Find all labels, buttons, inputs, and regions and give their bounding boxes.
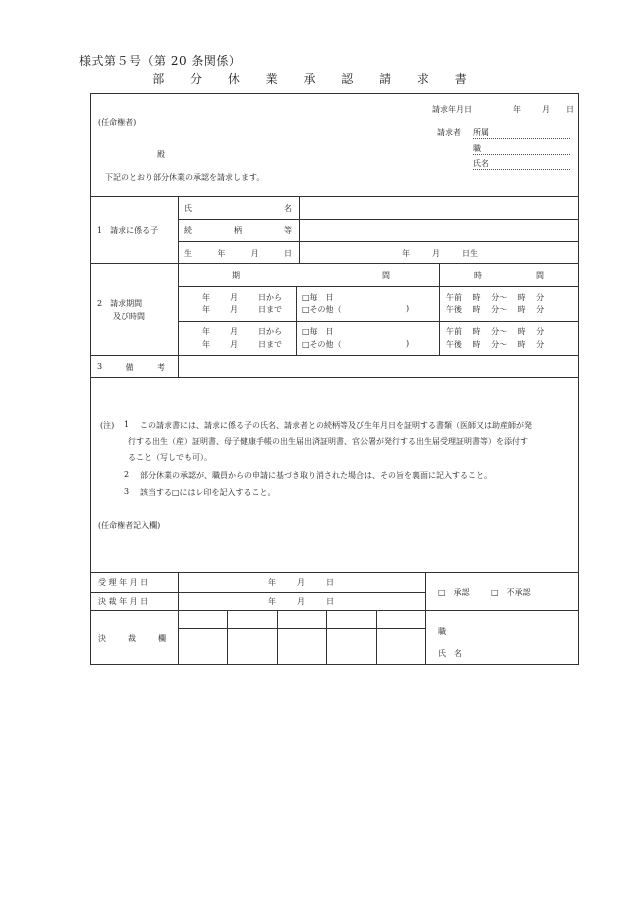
remarks-label: 3 備 考	[97, 362, 165, 372]
row1-other-checkbox[interactable]: □その他（	[302, 305, 342, 314]
col-settle-3	[326, 610, 327, 665]
form-title: 部 分 休 業 承 認 請 求 書	[152, 72, 478, 86]
rule-remarks-end	[90, 377, 579, 378]
rule-notes-end	[90, 572, 579, 573]
rule-settle-split	[178, 628, 425, 629]
rule-child-relation	[178, 241, 579, 242]
honorific: 殿	[157, 150, 165, 159]
rule-child-end	[90, 263, 579, 264]
child-relation-field[interactable]	[300, 220, 578, 240]
row2-to[interactable]: 年 月 日まで	[202, 340, 282, 349]
dept-label: 所属	[473, 128, 489, 137]
note2-number: 2	[124, 470, 130, 479]
rule-period-end	[90, 355, 579, 356]
col-time	[439, 263, 440, 355]
name-label: 氏名	[473, 159, 489, 168]
reject-checkbox[interactable]: □ 不承認	[491, 588, 531, 597]
request-date-year: 年	[513, 105, 521, 114]
received-date-value[interactable]: 年 月 日	[268, 578, 334, 587]
period-section-label: 2 請求期間	[97, 299, 143, 308]
form-number: 様式第５号（第 20 条関係）	[79, 54, 242, 68]
col-settle-1	[227, 610, 228, 665]
settlement-label: 決 裁 欄	[98, 634, 166, 643]
authority-column-label: (任命権者記入欄)	[98, 521, 161, 530]
note1-number: 1	[124, 420, 130, 429]
intro-text: 下記のとおり部分休業の承認を請求します。	[105, 173, 265, 182]
appointing-authority: (任命権者)	[98, 118, 137, 127]
row1-from[interactable]: 年 月 日から	[202, 293, 282, 302]
period-header: 期 間	[232, 271, 390, 280]
col-approval-result	[425, 572, 426, 665]
child-name-field[interactable]	[300, 197, 578, 218]
child-birth-value[interactable]: 年 月 日生	[402, 249, 478, 258]
row1-am-time[interactable]: 午前 時 分〜 時 分	[446, 293, 545, 302]
note1-line3: ること（写しでも可）。	[128, 453, 212, 462]
col-period-type	[296, 286, 297, 355]
approver-name-label: 氏 名	[438, 649, 462, 658]
name-field[interactable]	[473, 158, 570, 170]
row2-daily-checkbox[interactable]: □毎 日	[302, 327, 334, 336]
row1-other-close: )	[406, 304, 410, 313]
row2-pm-time[interactable]: 午後 時 分〜 時 分	[446, 340, 545, 349]
approver-position-label: 職	[438, 627, 446, 636]
note3-number: 3	[124, 487, 130, 496]
rule-period-row1	[178, 321, 579, 322]
child-section-label: 1 請求に係る子	[97, 226, 159, 235]
row1-to[interactable]: 年 月 日まで	[202, 305, 282, 314]
requester-label: 請求者	[437, 128, 461, 137]
child-birth-label: 生 年 月 日	[184, 249, 292, 258]
time-header: 時 間	[474, 271, 544, 280]
period-section-label-2: 及び時間	[113, 312, 145, 321]
note1-line2: 行する出生（産）証明書、母子健康手帳の出生届出済証明書、官公署が発行する出生届受理証明書等）を添付す	[128, 437, 528, 446]
note3-text: 該当する□にはレ印を記入すること。	[140, 488, 276, 497]
decided-date-label: 決 裁 年 月 日	[98, 597, 149, 606]
remarks-field[interactable]	[180, 357, 578, 376]
col-section-labels	[178, 196, 179, 377]
request-date-label: 請求年月日	[432, 105, 472, 114]
row2-other-close: )	[406, 339, 410, 348]
request-date-month: 月	[542, 105, 550, 114]
notes-prefix: (注)	[100, 421, 115, 430]
note1-line1: この請求書には、請求に係る子の氏名、請求者との続柄等及び生年月日を証明する書類（医師又は助産師が発	[140, 421, 532, 430]
position-label: 職	[473, 144, 481, 153]
col-settle-4	[376, 610, 377, 665]
dept-field[interactable]	[473, 127, 570, 139]
decided-date-value[interactable]: 年 月 日	[268, 597, 334, 606]
row2-am-time[interactable]: 午前 時 分〜 時 分	[446, 327, 545, 336]
child-name-label: 氏 名	[184, 204, 292, 213]
note2-text: 部分休業の承認が、職員からの申請に基づき取り消された場合は、その旨を裏面に記入すること。	[140, 471, 492, 480]
rule-period-header	[178, 286, 579, 287]
col-settle-2	[277, 610, 278, 665]
row1-pm-time[interactable]: 午後 時 分〜 時 分	[446, 305, 545, 314]
col-approval-labels	[178, 572, 179, 665]
row2-from[interactable]: 年 月 日から	[202, 327, 282, 336]
rule-decided	[90, 610, 579, 611]
row2-other-checkbox[interactable]: □その他（	[302, 340, 342, 349]
request-date-day: 日	[566, 105, 574, 114]
child-relation-label: 続 柄 等	[184, 226, 292, 235]
position-field[interactable]	[473, 143, 570, 155]
received-date-label: 受 理 年 月 日	[98, 578, 149, 587]
rule-received	[90, 592, 425, 593]
approve-checkbox[interactable]: □ 承認	[438, 588, 470, 597]
row1-daily-checkbox[interactable]: □毎 日	[302, 293, 334, 302]
